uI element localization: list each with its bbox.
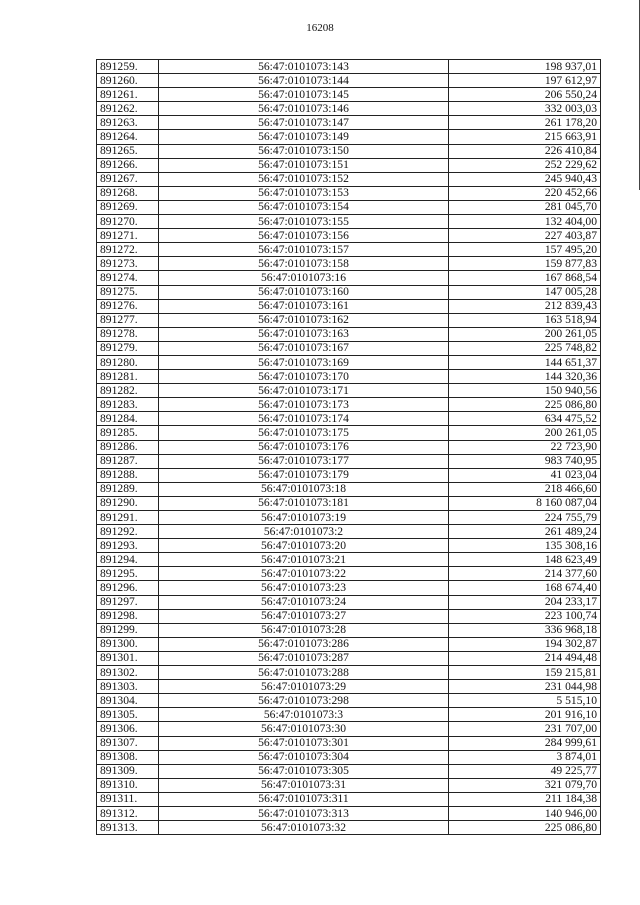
- table-row: [97, 200, 601, 214]
- row-number-cell: 891273.: [97, 257, 159, 271]
- cadastral-value-cell: 49 225,77: [449, 764, 601, 778]
- table-row: [97, 313, 601, 327]
- cadastral-number-cell: 56:47:0101073:155: [159, 215, 449, 229]
- table-row: [97, 144, 601, 158]
- cadastral-value-cell: 281 045,70: [449, 200, 601, 214]
- table-row: [97, 708, 601, 722]
- cadastral-value-cell: 41 023,04: [449, 468, 601, 482]
- row-number-cell: 891281.: [97, 370, 159, 384]
- cadastral-value-cell: 159 877,83: [449, 257, 601, 271]
- table-body: [97, 60, 601, 835]
- table-row: [97, 327, 601, 341]
- cadastral-value-cell: 197 612,97: [449, 74, 601, 88]
- cadastral-value-cell: 261 178,20: [449, 116, 601, 130]
- table-row: [97, 468, 601, 482]
- row-number-cell: 891280.: [97, 355, 159, 369]
- table-row: [97, 651, 601, 665]
- cadastral-value-cell: 5 515,10: [449, 694, 601, 708]
- cadastral-number-cell: 56:47:0101073:305: [159, 764, 449, 778]
- cadastral-value-cell: 140 946,00: [449, 806, 601, 820]
- table-row: [97, 525, 601, 539]
- row-number-cell: 891278.: [97, 327, 159, 341]
- row-number-cell: 891295.: [97, 567, 159, 581]
- cadastral-number-cell: 56:47:0101073:32: [159, 821, 449, 835]
- row-number-cell: 891277.: [97, 313, 159, 327]
- row-number-cell: 891263.: [97, 116, 159, 130]
- row-number-cell: 891274.: [97, 271, 159, 285]
- cadastral-value-cell: 132 404,00: [449, 215, 601, 229]
- row-number-cell: 891298.: [97, 609, 159, 623]
- row-number-cell: 891267.: [97, 172, 159, 186]
- cadastral-number-cell: 56:47:0101073:171: [159, 384, 449, 398]
- row-number-cell: 891301.: [97, 651, 159, 665]
- cadastral-number-cell: 56:47:0101073:143: [159, 60, 449, 74]
- table-row: [97, 60, 601, 74]
- table-row: [97, 482, 601, 496]
- row-number-cell: 891303.: [97, 680, 159, 694]
- cadastral-number-cell: 56:47:0101073:311: [159, 792, 449, 806]
- row-number-cell: 891272.: [97, 243, 159, 257]
- cadastral-number-cell: 56:47:0101073:167: [159, 341, 449, 355]
- row-number-cell: 891291.: [97, 511, 159, 525]
- row-number-cell: 891268.: [97, 186, 159, 200]
- table-row: [97, 440, 601, 454]
- cadastral-value-cell: 148 623,49: [449, 553, 601, 567]
- row-number-cell: 891300.: [97, 637, 159, 651]
- cadastral-number-cell: 56:47:0101073:175: [159, 426, 449, 440]
- cadastral-value-cell: 245 940,43: [449, 172, 601, 186]
- cadastral-value-cell: 225 748,82: [449, 341, 601, 355]
- table-row: [97, 271, 601, 285]
- table-row: [97, 299, 601, 313]
- row-number-cell: 891287.: [97, 454, 159, 468]
- cadastral-number-cell: 56:47:0101073:150: [159, 144, 449, 158]
- table-row: [97, 539, 601, 553]
- row-number-cell: 891294.: [97, 553, 159, 567]
- table-row: [97, 116, 601, 130]
- cadastral-value-cell: 214 377,60: [449, 567, 601, 581]
- row-number-cell: 891283.: [97, 398, 159, 412]
- table-row: [97, 285, 601, 299]
- cadastral-value-cell: 225 086,80: [449, 821, 601, 835]
- cadastral-value-cell: 634 475,52: [449, 412, 601, 426]
- cadastral-value-cell: 224 755,79: [449, 511, 601, 525]
- row-number-cell: 891269.: [97, 200, 159, 214]
- cadastral-number-cell: 56:47:0101073:18: [159, 482, 449, 496]
- cadastral-value-cell: 198 937,01: [449, 60, 601, 74]
- row-number-cell: 891296.: [97, 581, 159, 595]
- cadastral-number-cell: 56:47:0101073:28: [159, 623, 449, 637]
- table-row: [97, 722, 601, 736]
- table-row: [97, 623, 601, 637]
- table-row: [97, 130, 601, 144]
- cadastral-number-cell: 56:47:0101073:154: [159, 200, 449, 214]
- table-row: [97, 215, 601, 229]
- row-number-cell: 891309.: [97, 764, 159, 778]
- table-row: [97, 821, 601, 835]
- row-number-cell: 891282.: [97, 384, 159, 398]
- cadastral-number-cell: 56:47:0101073:179: [159, 468, 449, 482]
- table-row: [97, 172, 601, 186]
- table-row: [97, 764, 601, 778]
- cadastral-number-cell: 56:47:0101073:20: [159, 539, 449, 553]
- row-number-cell: 891312.: [97, 806, 159, 820]
- row-number-cell: 891307.: [97, 736, 159, 750]
- cadastral-value-cell: 226 410,84: [449, 144, 601, 158]
- row-number-cell: 891286.: [97, 440, 159, 454]
- table-row: [97, 257, 601, 271]
- cadastral-number-cell: 56:47:0101073:156: [159, 229, 449, 243]
- table-row: [97, 553, 601, 567]
- row-number-cell: 891261.: [97, 88, 159, 102]
- cadastral-number-cell: 56:47:0101073:3: [159, 708, 449, 722]
- table-row: [97, 750, 601, 764]
- row-number-cell: 891313.: [97, 821, 159, 835]
- row-number-cell: 891275.: [97, 285, 159, 299]
- cadastral-number-cell: 56:47:0101073:144: [159, 74, 449, 88]
- table-row: [97, 355, 601, 369]
- row-number-cell: 891284.: [97, 412, 159, 426]
- cadastral-number-cell: 56:47:0101073:21: [159, 553, 449, 567]
- cadastral-value-cell: 147 005,28: [449, 285, 601, 299]
- table-row: [97, 609, 601, 623]
- row-number-cell: 891308.: [97, 750, 159, 764]
- cadastral-value-cell: 22 723,90: [449, 440, 601, 454]
- cadastral-value-cell: 231 707,00: [449, 722, 601, 736]
- cadastral-value-cell: 144 651,37: [449, 355, 601, 369]
- cadastral-value-cell: 201 916,10: [449, 708, 601, 722]
- cadastral-value-cell: 204 233,17: [449, 595, 601, 609]
- cadastral-value-cell: 3 874,01: [449, 750, 601, 764]
- cadastral-number-cell: 56:47:0101073:301: [159, 736, 449, 750]
- cadastral-number-cell: 56:47:0101073:288: [159, 666, 449, 680]
- cadastral-number-cell: 56:47:0101073:147: [159, 116, 449, 130]
- cadastral-value-cell: 261 489,24: [449, 525, 601, 539]
- cadastral-number-cell: 56:47:0101073:16: [159, 271, 449, 285]
- table-row: [97, 341, 601, 355]
- cadastral-value-cell: 252 229,62: [449, 158, 601, 172]
- cadastral-number-cell: 56:47:0101073:181: [159, 496, 449, 510]
- cadastral-value-cell: 983 740,95: [449, 454, 601, 468]
- table-row: [97, 243, 601, 257]
- cadastral-value-cell: 194 302,87: [449, 637, 601, 651]
- row-number-cell: 891271.: [97, 229, 159, 243]
- row-number-cell: 891292.: [97, 525, 159, 539]
- cadastral-value-cell: 231 044,98: [449, 680, 601, 694]
- cadastral-value-cell: 220 452,66: [449, 186, 601, 200]
- table-row: [97, 666, 601, 680]
- cadastral-number-cell: 56:47:0101073:27: [159, 609, 449, 623]
- row-number-cell: 891290.: [97, 496, 159, 510]
- row-number-cell: 891264.: [97, 130, 159, 144]
- cadastral-value-cell: 163 518,94: [449, 313, 601, 327]
- cadastral-number-cell: 56:47:0101073:287: [159, 651, 449, 665]
- row-number-cell: 891305.: [97, 708, 159, 722]
- cadastral-value-table: [96, 59, 601, 835]
- cadastral-number-cell: 56:47:0101073:146: [159, 102, 449, 116]
- table-row: [97, 384, 601, 398]
- row-number-cell: 891289.: [97, 482, 159, 496]
- cadastral-number-cell: 56:47:0101073:170: [159, 370, 449, 384]
- cadastral-number-cell: 56:47:0101073:163: [159, 327, 449, 341]
- table-row: [97, 370, 601, 384]
- table-row: [97, 454, 601, 468]
- cadastral-number-cell: 56:47:0101073:29: [159, 680, 449, 694]
- cadastral-number-cell: 56:47:0101073:173: [159, 398, 449, 412]
- cadastral-number-cell: 56:47:0101073:162: [159, 313, 449, 327]
- cadastral-value-cell: 150 940,56: [449, 384, 601, 398]
- cadastral-number-cell: 56:47:0101073:24: [159, 595, 449, 609]
- cadastral-number-cell: 56:47:0101073:149: [159, 130, 449, 144]
- cadastral-value-cell: 225 086,80: [449, 398, 601, 412]
- row-number-cell: 891276.: [97, 299, 159, 313]
- table-row: [97, 74, 601, 88]
- cadastral-value-cell: 144 320,36: [449, 370, 601, 384]
- table-row: [97, 186, 601, 200]
- cadastral-number-cell: 56:47:0101073:286: [159, 637, 449, 651]
- cadastral-value-cell: 167 868,54: [449, 271, 601, 285]
- cadastral-value-cell: 157 495,20: [449, 243, 601, 257]
- cadastral-number-cell: 56:47:0101073:22: [159, 567, 449, 581]
- table-row: [97, 778, 601, 792]
- cadastral-value-cell: 168 674,40: [449, 581, 601, 595]
- cadastral-number-cell: 56:47:0101073:158: [159, 257, 449, 271]
- row-number-cell: 891297.: [97, 595, 159, 609]
- cadastral-number-cell: 56:47:0101073:19: [159, 511, 449, 525]
- cadastral-value-cell: 211 184,38: [449, 792, 601, 806]
- cadastral-value-cell: 332 003,03: [449, 102, 601, 116]
- cadastral-value-cell: 8 160 087,04: [449, 496, 601, 510]
- cadastral-value-cell: 135 308,16: [449, 539, 601, 553]
- cadastral-number-cell: 56:47:0101073:174: [159, 412, 449, 426]
- table-row: [97, 567, 601, 581]
- cadastral-value-cell: 200 261,05: [449, 327, 601, 341]
- table-row: [97, 398, 601, 412]
- cadastral-value-cell: 215 663,91: [449, 130, 601, 144]
- cadastral-value-cell: 321 079,70: [449, 778, 601, 792]
- row-number-cell: 891260.: [97, 74, 159, 88]
- cadastral-number-cell: 56:47:0101073:157: [159, 243, 449, 257]
- table-row: [97, 792, 601, 806]
- table-row: [97, 595, 601, 609]
- cadastral-number-cell: 56:47:0101073:151: [159, 158, 449, 172]
- table-row: [97, 496, 601, 510]
- cadastral-number-cell: 56:47:0101073:177: [159, 454, 449, 468]
- row-number-cell: 891302.: [97, 666, 159, 680]
- table-row: [97, 229, 601, 243]
- cadastral-value-cell: 284 999,61: [449, 736, 601, 750]
- table-row: [97, 158, 601, 172]
- table-row: [97, 88, 601, 102]
- cadastral-value-cell: 218 466,60: [449, 482, 601, 496]
- row-number-cell: 891262.: [97, 102, 159, 116]
- cadastral-value-cell: 159 215,81: [449, 666, 601, 680]
- row-number-cell: 891279.: [97, 341, 159, 355]
- cadastral-number-cell: 56:47:0101073:313: [159, 806, 449, 820]
- cadastral-number-cell: 56:47:0101073:31: [159, 778, 449, 792]
- cadastral-number-cell: 56:47:0101073:169: [159, 355, 449, 369]
- cadastral-number-cell: 56:47:0101073:2: [159, 525, 449, 539]
- table-row: [97, 806, 601, 820]
- cadastral-number-cell: 56:47:0101073:160: [159, 285, 449, 299]
- row-number-cell: 891310.: [97, 778, 159, 792]
- cadastral-number-cell: 56:47:0101073:152: [159, 172, 449, 186]
- row-number-cell: 891270.: [97, 215, 159, 229]
- cadastral-value-cell: 214 494,48: [449, 651, 601, 665]
- row-number-cell: 891288.: [97, 468, 159, 482]
- cadastral-value-cell: 200 261,05: [449, 426, 601, 440]
- row-number-cell: 891311.: [97, 792, 159, 806]
- cadastral-value-cell: 223 100,74: [449, 609, 601, 623]
- table-row: [97, 637, 601, 651]
- cadastral-number-cell: 56:47:0101073:304: [159, 750, 449, 764]
- cadastral-number-cell: 56:47:0101073:161: [159, 299, 449, 313]
- table-row: [97, 102, 601, 116]
- cadastral-number-cell: 56:47:0101073:298: [159, 694, 449, 708]
- cadastral-value-cell: 336 968,18: [449, 623, 601, 637]
- cadastral-number-cell: 56:47:0101073:23: [159, 581, 449, 595]
- cadastral-number-cell: 56:47:0101073:153: [159, 186, 449, 200]
- cadastral-number-cell: 56:47:0101073:176: [159, 440, 449, 454]
- cadastral-value-cell: 212 839,43: [449, 299, 601, 313]
- row-number-cell: 891299.: [97, 623, 159, 637]
- cadastral-value-cell: 206 550,24: [449, 88, 601, 102]
- table-row: [97, 511, 601, 525]
- row-number-cell: 891304.: [97, 694, 159, 708]
- table-row: [97, 736, 601, 750]
- row-number-cell: 891265.: [97, 144, 159, 158]
- row-number-cell: 891259.: [97, 60, 159, 74]
- cadastral-number-cell: 56:47:0101073:30: [159, 722, 449, 736]
- row-number-cell: 891306.: [97, 722, 159, 736]
- table-row: [97, 680, 601, 694]
- table-row: [97, 694, 601, 708]
- page-number: 16208: [306, 22, 334, 34]
- table-row: [97, 426, 601, 440]
- row-number-cell: 891266.: [97, 158, 159, 172]
- cadastral-value-cell: 227 403,87: [449, 229, 601, 243]
- row-number-cell: 891285.: [97, 426, 159, 440]
- cadastral-number-cell: 56:47:0101073:145: [159, 88, 449, 102]
- row-number-cell: 891293.: [97, 539, 159, 553]
- table-row: [97, 581, 601, 595]
- table-row: [97, 412, 601, 426]
